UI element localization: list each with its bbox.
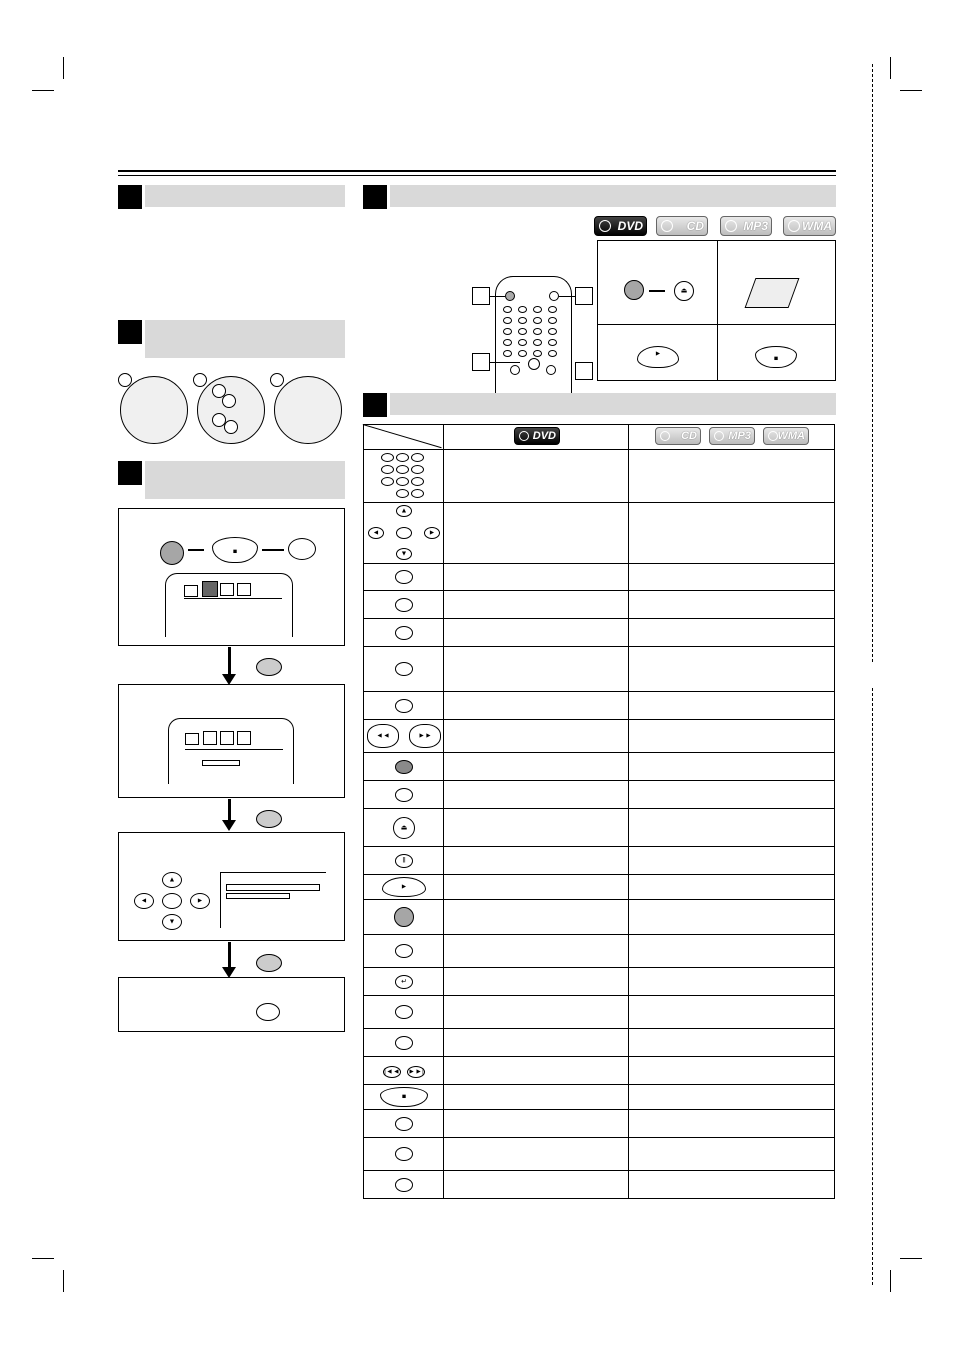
disc-icon xyxy=(599,220,611,232)
section-number-box xyxy=(363,393,387,417)
menu-icon-selected xyxy=(202,581,218,597)
number-button[interactable] xyxy=(381,477,394,486)
description-cell xyxy=(444,1110,628,1138)
stop-button[interactable] xyxy=(380,1087,428,1107)
table-row xyxy=(364,968,835,996)
description-cell xyxy=(628,647,834,692)
play-button[interactable] xyxy=(637,346,679,368)
description-cell xyxy=(444,1171,628,1199)
remote-key xyxy=(518,350,527,357)
top-rule xyxy=(118,170,836,172)
description-cell xyxy=(444,847,628,875)
description-cell xyxy=(444,503,628,564)
button-cell xyxy=(364,996,444,1029)
description-cell xyxy=(628,564,834,591)
right-icon: ► xyxy=(428,529,436,537)
description-cell xyxy=(628,875,834,900)
button-cell xyxy=(364,1110,444,1138)
description-cell xyxy=(628,1171,834,1199)
mp3-logo-text: MP3 xyxy=(743,219,768,233)
up-button[interactable] xyxy=(162,872,182,888)
section-number-box xyxy=(118,320,142,344)
enter-button[interactable] xyxy=(395,760,413,774)
arrow-right-icon xyxy=(188,549,204,551)
down-button[interactable] xyxy=(396,548,412,560)
function-button[interactable] xyxy=(395,598,413,612)
button-reference-table xyxy=(363,424,835,1199)
section-number-box xyxy=(118,185,142,209)
step-label-box xyxy=(575,362,593,380)
description-cell xyxy=(628,781,834,809)
menu-icon xyxy=(220,731,234,745)
table-row xyxy=(364,809,835,847)
enter-button[interactable] xyxy=(256,954,282,972)
button-cell xyxy=(364,875,444,900)
button-cell xyxy=(364,1029,444,1057)
plus-icon xyxy=(222,394,236,408)
table-row xyxy=(364,847,835,875)
remote-key xyxy=(518,317,527,324)
enter-button[interactable] xyxy=(396,527,412,539)
pause-button[interactable] xyxy=(395,854,413,868)
enter-button[interactable] xyxy=(256,810,282,828)
description-cell xyxy=(628,450,834,503)
menu-icon xyxy=(185,733,199,745)
right-button[interactable] xyxy=(424,527,440,539)
forward-search-icon: ►► xyxy=(418,732,432,740)
battery-step-number xyxy=(193,373,207,387)
cd-logo xyxy=(656,216,708,236)
description-cell xyxy=(628,1085,834,1110)
crop-mark xyxy=(890,57,891,79)
battery-step-number xyxy=(270,373,284,387)
step-label-box xyxy=(575,287,593,305)
menu-icon xyxy=(237,731,251,745)
button-cell xyxy=(364,564,444,591)
button-cell xyxy=(364,647,444,692)
description-cell xyxy=(444,450,628,503)
reverse-search-button[interactable] xyxy=(367,724,399,748)
arrow-right-icon xyxy=(649,290,665,292)
remote-key xyxy=(503,306,512,313)
function-button[interactable] xyxy=(395,1117,413,1131)
table-row xyxy=(364,503,835,564)
table-row xyxy=(364,720,835,753)
remote-key xyxy=(548,306,557,313)
section-number-box xyxy=(118,461,142,485)
menu-icon xyxy=(220,583,234,596)
button-cell xyxy=(364,591,444,619)
description-cell xyxy=(628,1110,834,1138)
arrow-up-icon: ▲ xyxy=(168,876,176,884)
section-number-box xyxy=(363,185,387,209)
playback-step-1 xyxy=(597,240,718,325)
return-button[interactable] xyxy=(288,538,316,560)
right-button[interactable] xyxy=(190,893,210,909)
remote-button xyxy=(528,358,540,370)
remote-key xyxy=(503,350,512,357)
wma-logo xyxy=(783,216,836,236)
skip-back-icon: |◄◄ xyxy=(384,1068,400,1075)
stop-icon: ■ xyxy=(232,548,238,556)
function-button[interactable] xyxy=(395,570,413,584)
plus-icon xyxy=(224,420,238,434)
table-row xyxy=(364,1085,835,1110)
button-cell xyxy=(364,1138,444,1171)
table-row xyxy=(364,1057,835,1085)
description-cell xyxy=(628,1138,834,1171)
crop-mark xyxy=(32,90,54,91)
button-cell xyxy=(364,847,444,875)
description-cell xyxy=(628,996,834,1029)
arrow-down-icon xyxy=(228,942,231,968)
remote-key xyxy=(533,306,542,313)
return-button[interactable] xyxy=(395,975,413,989)
screen-outline xyxy=(220,872,326,928)
description-cell xyxy=(628,968,834,996)
table-row xyxy=(364,875,835,900)
table-row xyxy=(364,619,835,647)
description-cell xyxy=(628,935,834,968)
arrow-down-icon: ▼ xyxy=(168,918,176,926)
remote-key xyxy=(518,328,527,335)
description-cell xyxy=(444,1029,628,1057)
dvd-logo-text: DVD xyxy=(617,219,643,233)
setup-step-4 xyxy=(118,977,345,1032)
description-cell xyxy=(628,692,834,720)
left-button[interactable] xyxy=(134,893,154,909)
left-button[interactable] xyxy=(368,527,384,539)
description-cell xyxy=(444,647,628,692)
remote-key xyxy=(548,328,557,335)
cut-line xyxy=(872,688,873,1285)
up-button[interactable] xyxy=(396,505,412,517)
menu-item xyxy=(226,893,290,899)
wma-logo xyxy=(763,427,809,445)
arrow-right-icon: ► xyxy=(196,897,204,905)
remote-button xyxy=(510,365,520,375)
function-button[interactable] xyxy=(395,1005,413,1019)
play-icon: ► xyxy=(400,883,408,891)
open-close-icon: ⏏ xyxy=(400,824,408,831)
wma-logo-text: WMA xyxy=(802,219,832,233)
table-row xyxy=(364,692,835,720)
number-button[interactable] xyxy=(411,477,424,486)
down-icon: ▼ xyxy=(400,550,408,558)
table-row xyxy=(364,1029,835,1057)
description-cell xyxy=(444,935,628,968)
table-row xyxy=(364,647,835,692)
table-header-cd: CD xyxy=(681,430,697,442)
button-cell xyxy=(364,503,444,564)
section-header-bar xyxy=(145,185,345,207)
disc-icon xyxy=(788,220,800,232)
number-button[interactable] xyxy=(396,477,409,486)
crop-mark xyxy=(900,1258,922,1259)
description-cell xyxy=(444,591,628,619)
table-row xyxy=(364,781,835,809)
setup-button[interactable] xyxy=(160,541,184,565)
remote-key xyxy=(548,317,557,324)
description-cell xyxy=(444,996,628,1029)
up-icon: ▲ xyxy=(400,507,408,515)
menu-divider xyxy=(184,598,282,599)
remote-key xyxy=(533,328,542,335)
description-cell xyxy=(628,753,834,781)
remote-key xyxy=(503,317,512,324)
description-cell xyxy=(628,503,834,564)
disc-icon xyxy=(660,431,670,441)
pointer-line xyxy=(490,296,505,297)
skip-forward-button[interactable] xyxy=(407,1066,425,1078)
description-cell xyxy=(444,781,628,809)
reverse-search-icon: ◄◄ xyxy=(376,732,390,740)
section-header-bar xyxy=(390,393,836,415)
arrow-left-icon: ◄ xyxy=(140,897,148,905)
stop-icon: ■ xyxy=(773,355,779,363)
number-button[interactable] xyxy=(411,489,424,498)
pointer-line xyxy=(559,296,575,297)
dvd-logo xyxy=(514,427,560,445)
crop-mark xyxy=(63,1270,64,1292)
arrow-down-icon xyxy=(228,799,231,821)
button-cell xyxy=(364,935,444,968)
skip-back-button[interactable] xyxy=(383,1066,401,1078)
play-icon: ► xyxy=(654,350,662,358)
description-cell xyxy=(444,619,628,647)
crop-mark xyxy=(890,1270,891,1292)
remote-keypad xyxy=(503,306,563,366)
table-header-mp3: MP3 xyxy=(728,430,751,442)
disc-icon xyxy=(519,431,529,441)
remote-key xyxy=(533,350,542,357)
cd-logo-text: CD xyxy=(686,219,704,233)
button-cell xyxy=(364,753,444,781)
number-button[interactable] xyxy=(396,489,409,498)
forward-search-button[interactable] xyxy=(409,724,441,748)
description-cell xyxy=(444,1085,628,1110)
remote-button xyxy=(549,291,559,301)
remote-key xyxy=(533,317,542,324)
description-cell xyxy=(628,1029,834,1057)
arrow-down-icon xyxy=(228,647,231,675)
cut-line xyxy=(872,64,873,662)
enter-button[interactable] xyxy=(162,893,182,909)
stop-icon: ■ xyxy=(401,1093,407,1101)
return-icon: ↵ xyxy=(401,978,407,985)
section-header-bar xyxy=(145,461,345,499)
button-cell xyxy=(364,1057,444,1085)
left-icon: ◄ xyxy=(372,529,380,537)
table-row xyxy=(364,935,835,968)
button-cell xyxy=(364,720,444,753)
button-cell xyxy=(364,619,444,647)
description-cell xyxy=(444,900,628,935)
setup-button[interactable] xyxy=(394,907,414,927)
table-header-wma: WMA xyxy=(777,430,805,442)
table-row xyxy=(364,591,835,619)
arrow-right-icon xyxy=(262,549,284,551)
step-label-box xyxy=(472,287,490,305)
description-cell xyxy=(628,900,834,935)
power-button[interactable] xyxy=(624,280,644,300)
enter-button[interactable] xyxy=(256,658,282,676)
down-button[interactable] xyxy=(162,914,182,930)
table-row xyxy=(364,564,835,591)
open-close-button[interactable] xyxy=(393,817,415,839)
table-row xyxy=(364,1138,835,1171)
battery-step-image xyxy=(120,376,188,444)
description-cell xyxy=(628,591,834,619)
remote-key xyxy=(548,350,557,357)
description-cell xyxy=(444,968,628,996)
table-row xyxy=(364,996,835,1029)
button-cell xyxy=(364,1085,444,1110)
play-button[interactable] xyxy=(382,877,426,897)
description-cell xyxy=(444,809,628,847)
function-button[interactable] xyxy=(395,1178,413,1192)
description-cell xyxy=(628,720,834,753)
button-cell xyxy=(364,900,444,935)
table-row xyxy=(364,1171,835,1199)
description-cell xyxy=(628,619,834,647)
section-header-bar xyxy=(145,320,345,358)
description-cell xyxy=(444,1057,628,1085)
description-cell xyxy=(444,692,628,720)
disc-icon xyxy=(768,431,778,441)
function-button[interactable] xyxy=(395,1147,413,1161)
table-row xyxy=(364,450,835,503)
description-cell xyxy=(444,720,628,753)
menu-highlight xyxy=(202,760,240,766)
number-button[interactable] xyxy=(396,465,409,474)
open-close-button[interactable] xyxy=(674,281,694,301)
description-cell xyxy=(628,809,834,847)
remote-key xyxy=(518,306,527,313)
description-cell xyxy=(444,753,628,781)
disc-icon xyxy=(714,431,724,441)
remote-key xyxy=(548,339,557,346)
remote-key xyxy=(503,328,512,335)
function-button[interactable] xyxy=(395,1036,413,1050)
pause-icon: ll xyxy=(402,857,406,864)
setup-button[interactable] xyxy=(256,1003,280,1021)
button-cell xyxy=(364,450,444,503)
menu-divider xyxy=(185,749,283,750)
remote-key xyxy=(518,339,527,346)
remote-button xyxy=(546,365,556,375)
table-header-dvd: DVD xyxy=(532,430,556,442)
function-button[interactable] xyxy=(395,944,413,958)
number-button[interactable] xyxy=(396,453,409,462)
description-cell xyxy=(628,1057,834,1085)
number-button[interactable] xyxy=(411,465,424,474)
description-cell xyxy=(444,875,628,900)
battery-step-number xyxy=(118,373,132,387)
function-button[interactable] xyxy=(395,699,413,713)
table-row xyxy=(364,1110,835,1138)
button-cell xyxy=(364,781,444,809)
skip-forward-icon: ►►| xyxy=(408,1068,424,1075)
description-cell xyxy=(444,564,628,591)
dvd-logo xyxy=(594,216,647,236)
disc-icon xyxy=(725,220,737,232)
menu-icon xyxy=(184,585,198,597)
mp3-logo xyxy=(709,427,755,445)
table-row xyxy=(364,900,835,935)
button-cell xyxy=(364,809,444,847)
cd-logo xyxy=(655,427,701,445)
disc-icon xyxy=(661,220,673,232)
button-cell xyxy=(364,968,444,996)
crop-mark xyxy=(63,57,64,79)
step-label-box xyxy=(472,353,490,371)
function-button[interactable] xyxy=(395,788,413,802)
function-button[interactable] xyxy=(395,662,413,676)
mp3-logo xyxy=(720,216,772,236)
number-button[interactable] xyxy=(381,453,394,462)
open-close-icon: ⏏ xyxy=(680,287,688,295)
menu-icon xyxy=(237,583,251,596)
number-button[interactable] xyxy=(411,453,424,462)
crop-mark xyxy=(900,90,922,91)
remote-button xyxy=(505,291,515,301)
number-button[interactable] xyxy=(381,465,394,474)
tv-screen xyxy=(168,718,294,784)
button-cell xyxy=(364,692,444,720)
description-cell xyxy=(444,1138,628,1171)
function-button[interactable] xyxy=(395,626,413,640)
remote-key xyxy=(503,339,512,346)
crop-mark xyxy=(32,1258,54,1259)
button-cell xyxy=(364,1171,444,1199)
description-cell xyxy=(628,847,834,875)
top-rule-thin xyxy=(118,175,836,176)
remote-key xyxy=(533,339,542,346)
table-row xyxy=(364,753,835,781)
menu-highlight xyxy=(226,884,320,891)
menu-icon xyxy=(203,731,217,745)
reference-table-grid xyxy=(363,424,835,1199)
section-header-bar xyxy=(390,185,836,207)
battery-step-image xyxy=(274,376,342,444)
